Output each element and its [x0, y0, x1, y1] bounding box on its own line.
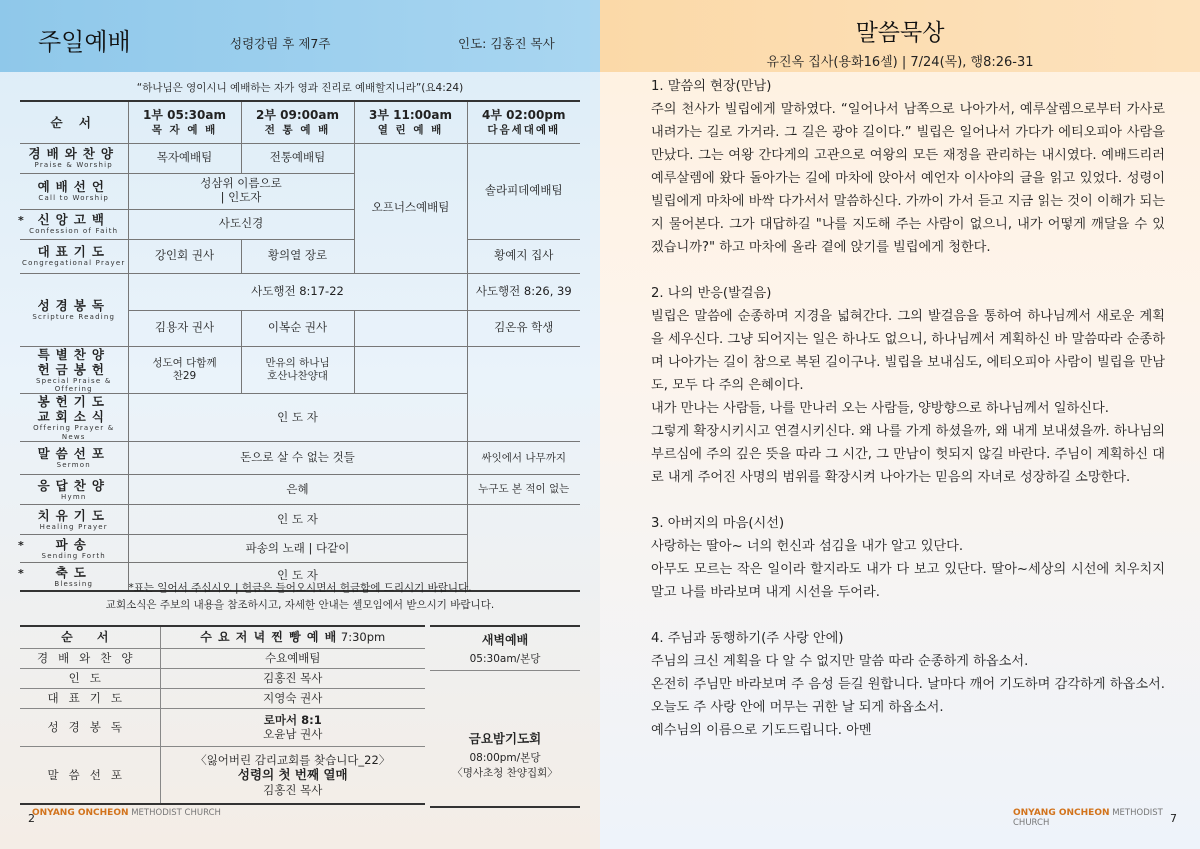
- section-2-para: 내가 만나는 사람들, 나를 만나러 오는 사람들, 양방향으로 하나님께서 일하신다.: [651, 401, 1109, 416]
- section-1-para: 주의 천사가 빌립에게 말하였다. “일어나서 남쪽으로 나아가서, 예루살렘으로부터 가사로 내려가는 길로 가거라. 그 길은 광야 길이다.” 빌립은 일어나서 가다가 에티오피아 사람을 만났다. 그는 여왕 간다게의 고관으로 여왕의 모든 재정을 관리하는 내시였다. 예배드리러 예루살렘에 왔다 돌아가는 길에 마차에 앉아서 예언자 이사야의 글을 읽고 있었다. 성령이 빌립에게 마차에 바싹 다가서서 말씀하신다. 가까이 가서 듣고 지금 읽는 것이 이해가 되는지 물어본다. 그가 대답하길 "나를 지도해 주는 사람이 없으니, 내가 어떻게 깨달을 수 있겠습니까?" 하고 마차에 올라 곁에 앉기를 빌립에게 청한다.: [651, 102, 1165, 255]
- scripture-reader-service4: 김온유 학생: [467, 310, 580, 346]
- prayer-service2: 황의열 장로: [241, 239, 354, 273]
- notes: [0, 580, 600, 614]
- healing-cell: 인 도 자: [128, 505, 467, 535]
- section-1-heading: 1. 말씀의 현장(만남): [651, 79, 772, 94]
- scripture-text-service4: 사도행전 8:26, 39: [467, 273, 580, 310]
- meditation-body: [651, 75, 1165, 742]
- wed-title-cell: 수 요 저 녁 찐 빵 예 배 7:30pm: [160, 626, 425, 648]
- section-4-para: 예수님의 이름으로 기도드립니다. 아멘: [651, 723, 872, 738]
- wed-label-prayer: 대표기도: [20, 688, 160, 708]
- wed-order-header: 순 서: [20, 626, 160, 648]
- dawn-title: 새벽예배: [481, 633, 529, 647]
- hymn-main: 은혜: [128, 475, 467, 505]
- offering-cell: 인 도 자: [128, 394, 467, 442]
- friday-time: 08:00pm/본당: [469, 752, 541, 764]
- row-label-praise: 경배와찬양 Praise & Worship: [20, 143, 128, 173]
- section-4-para: 온전히 주님만 바라보며 주 음성 듣길 원합니다. 날마다 깨어 기도하며 감각하게 하옵소서. 오늘도 주 사랑 안에 머무는 귀한 날 되게 하옵소서.: [651, 677, 1165, 715]
- special-service4: [467, 346, 580, 442]
- right-header: [600, 0, 1200, 72]
- service4-praise-team: 솔라피데예배팀: [467, 143, 580, 239]
- sending-cell: 파송의 노래 | 다같이: [128, 535, 467, 563]
- scripture-reader-service2: 이복순 권사: [241, 310, 354, 346]
- special-service2: 만유의 하나님 호산나찬양대: [241, 346, 354, 394]
- hymn-service4: 누구도 본 적이 없는: [467, 475, 580, 505]
- scripture-text-main: 사도행전 8:17-22: [128, 273, 467, 310]
- sermon-series: 성령강림 후 제7주: [230, 36, 331, 51]
- left-header: [0, 0, 600, 72]
- scripture-reader-service3: [354, 310, 467, 346]
- service-2-header: 2부 09:00am 전 통 예 배: [241, 101, 354, 143]
- right-footer-logo: ONYANG ONCHEON METHODIST CHURCH: [1013, 808, 1163, 828]
- scripture-reader-service1: 김용자 권사: [128, 310, 241, 346]
- wed-label-leader: 인도: [20, 668, 160, 688]
- row-label-confession: * 신앙고백 Confession of Faith: [20, 209, 128, 239]
- wed-praise: 수요예배팀: [160, 648, 425, 668]
- row-label-blessing: * 축도 Blessing: [20, 563, 128, 591]
- service3-praise-team: 오프너스예배팀: [354, 143, 467, 273]
- section-3-para: 아무도 모르는 작은 일이라 할지라도 내가 다 보고 있단다. 딸아~세상의 시선에 치우치지 말고 나를 바라보며 내게 시선을 두어라.: [651, 562, 1165, 600]
- service-3-header: 3부 11:00am 열 린 예 배: [354, 101, 467, 143]
- closing-service4: [467, 505, 580, 591]
- row-label-sermon: 말씀선포 Sermon: [20, 442, 128, 475]
- section-3-heading: 3. 아버지의 마음(시선): [651, 516, 785, 531]
- wed-label-scripture: 성경봉독: [20, 708, 160, 746]
- special-service3: [354, 346, 467, 394]
- note-standing: *표는 일어서 주십시오 | 헌금은 들어오시면서 헌금함에 드리시기 바랍니다.: [128, 582, 472, 594]
- row-label-prayer: 대표기도 Congregational Prayer: [20, 239, 128, 273]
- dawn-time: 05:30am/본당: [430, 648, 580, 671]
- worship-leader: 인도: 김홍진 목사: [458, 36, 555, 51]
- service-4-header: 4부 02:00pm 다음세대예배: [467, 101, 580, 143]
- note-news: 교회소식은 주보의 내용을 참조하시고, 자세한 안내는 셀모임에서 받으시기 바랍니다.: [105, 598, 495, 611]
- wed-scripture: 로마서 8:1 오윤남 권사: [160, 708, 425, 746]
- prayer-service1: 강인회 권사: [128, 239, 241, 273]
- wed-leader: 김홍진 목사: [160, 668, 425, 688]
- row-label-special: 특별찬양 헌금봉헌 Special Praise & Offering: [20, 346, 128, 394]
- meditation-byline: 유진옥 집사(용화16셀) | 7/24(목), 행8:26-31: [766, 55, 1034, 70]
- special-service1: 성도여 다함께 찬29: [128, 346, 241, 394]
- left-footer-logo: ONYANG ONCHEON METHODIST CHURCH: [32, 808, 221, 818]
- row-label-hymn: 응답찬양 Hymn: [20, 475, 128, 505]
- service-1-header: 1부 05:30am 목 자 예 배: [128, 101, 241, 143]
- row-label-sending: * 파송 Sending Forth: [20, 535, 128, 563]
- blessing-cell: 인 도 자: [128, 563, 467, 591]
- friday-title: 금요밤기도회: [468, 731, 542, 746]
- sermon-title-main: 돈으로 살 수 없는 것들: [128, 442, 467, 475]
- praise-service2: 전통예배팀: [241, 143, 354, 173]
- section-3-para: 사랑하는 딸아~ 너의 헌신과 섬김을 내가 알고 있단다.: [651, 539, 964, 554]
- row-label-scripture: 성경봉독 Scripture Reading: [20, 273, 128, 346]
- sermon-title-service4: 싸잇에서 나무까지: [467, 442, 580, 475]
- section-4-heading: 4. 주님과 동행하기(주 사랑 안에): [651, 631, 844, 646]
- section-2-heading: 2. 나의 반응(발걸음): [651, 286, 772, 301]
- praise-service1: 목자예배팀: [128, 143, 241, 173]
- wed-sermon: 〈잃어버린 감리교회를 찾습니다_22〉 성령의 첫 번째 열매 김홍진 목사: [195, 752, 391, 797]
- prayer-service4: 황예지 집사: [467, 239, 580, 273]
- section-2-para: 빌립은 말씀에 순종하며 지경을 넓혀간다. 그의 발걸음을 통하여 하나님께서 새로운 계획을 세우신다. 그냥 되어지는 일은 하나도 없으니, 하나님께서 계획하신 바 말씀따라 순종하며 나아가는 길이 참으로 복된 길이구나. 빌립을 보내심도, 에티오피아 사람이 빌립을 만남도, 모두 다 주의 은혜이다.: [651, 309, 1165, 393]
- row-label-call: 예배선언 Call to Worship: [20, 173, 128, 209]
- left-page-number: 2: [28, 812, 35, 825]
- page-title: 주일예배: [38, 28, 131, 56]
- row-label-healing: 치유기도 Healing Prayer: [20, 505, 128, 535]
- right-page-meditation: [600, 0, 1200, 849]
- right-page-number: 7: [1170, 812, 1177, 825]
- meditation-title: 말씀묵상: [855, 20, 945, 46]
- section-2-para: 그렇게 확장시키시고 연결시키신다. 왜 나를 가게 하셨을까, 왜 내게 보내셨을까. 하나님의 부르심에 주의 깊은 뜻을 따라 그 시간, 그 만남이 헛되지 않길 바란다. 주님이 계획하신 대로 내게 주어진 사명의 범위를 확장시켜 나아가는 믿음의 자녀로 성장하길 소망한다.: [651, 424, 1165, 485]
- sunday-order-table: [20, 100, 580, 592]
- order-header: 순 서: [20, 101, 128, 143]
- dawn-friday-box: [430, 625, 580, 808]
- row-label-offering: 봉헌기도 교회소식 Offering Prayer & News: [20, 394, 128, 442]
- call-to-worship-cell: 성삼위 이름으로 | 인도자: [128, 173, 354, 209]
- friday-note: 〈명사초청 찬양집회〉: [452, 767, 558, 779]
- wed-prayer: 지영숙 권사: [160, 688, 425, 708]
- confession-cell: 사도신경: [128, 209, 354, 239]
- wed-label-praise: 경배와찬양: [20, 648, 160, 668]
- theme-verse: “하나님은 영이시니 예배하는 자가 영과 진리로 예배할지니라”(요4:24): [136, 82, 464, 94]
- wed-label-sermon: 말씀선포: [20, 746, 160, 804]
- section-4-para: 주님의 크신 계획을 다 알 수 없지만 말씀 따라 순종하게 하옵소서.: [651, 654, 1029, 669]
- wednesday-table: [20, 625, 425, 805]
